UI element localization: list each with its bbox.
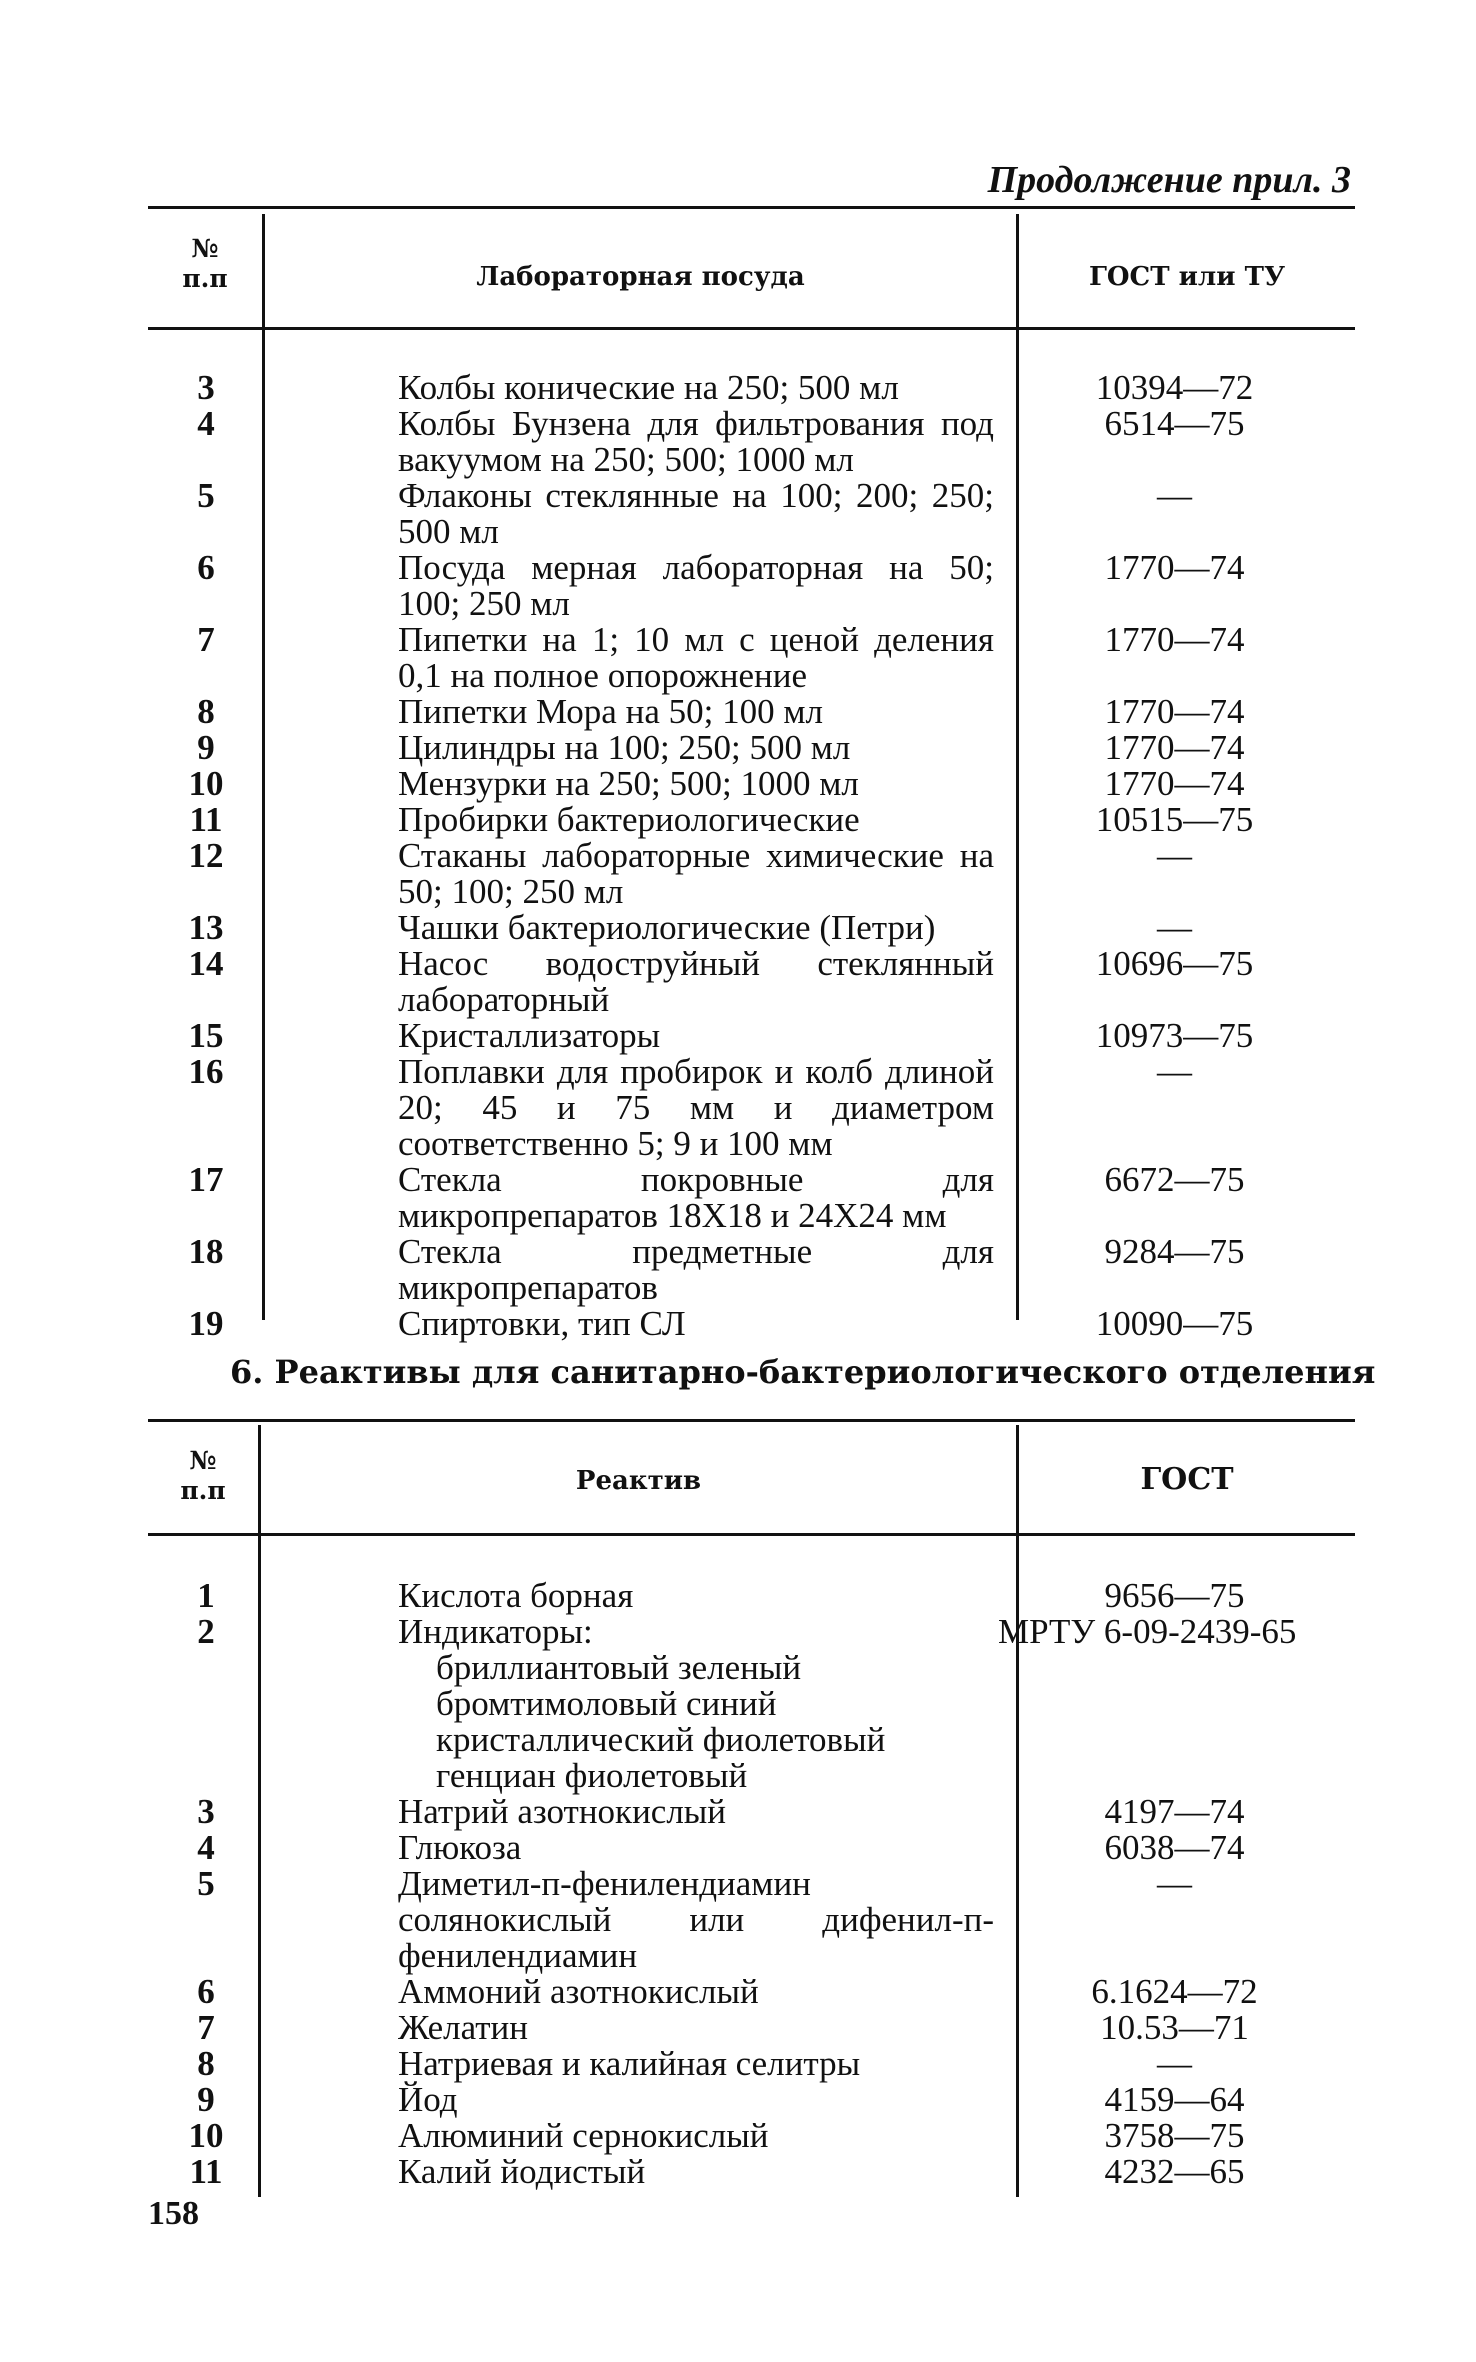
continuation-note: Продолжение прил. 3 <box>987 159 1351 201</box>
row-gost: 10394—72 <box>1095 368 1254 407</box>
table-row <box>148 910 1355 946</box>
row-name-text: Калий йодистый <box>398 2152 646 2191</box>
row-number: 3 <box>197 1792 215 1831</box>
row-number: 2 <box>197 1612 215 1651</box>
row-gost: 6672—75 <box>1104 1160 1245 1199</box>
row-name-text: Флаконы стеклянные на 100; 200; 250; 500 мл <box>398 476 994 551</box>
row-name <box>264 1306 994 1342</box>
row-gost: 10696—75 <box>1095 944 1254 983</box>
row-number: 13 <box>188 908 224 947</box>
row-gost: 1770—74 <box>1104 620 1245 659</box>
row-name <box>264 2154 994 2190</box>
table-row <box>148 1578 1355 1614</box>
table1-header-gost: ГОСТ или ТУ <box>1088 262 1286 292</box>
table-row <box>148 1614 1355 1794</box>
row-name-text: Поплавки для пробирок и колб длиной 20; 45 и 75 мм и диаметром соответственно 5; 9 и 100 мм <box>398 1052 994 1163</box>
row-gost: 3758—75 <box>1104 2116 1245 2155</box>
table-row <box>148 550 1355 622</box>
row-name-text: Спиртовки, тип СЛ <box>398 1304 686 1343</box>
table-row <box>148 478 1355 550</box>
table-row <box>148 1306 1355 1342</box>
table-row <box>148 622 1355 694</box>
row-name <box>264 2046 994 2082</box>
row-name-text: Индикаторы: <box>398 1612 593 1651</box>
row-name-text: Пробирки бактериологические <box>398 800 860 839</box>
row-name-text: Глюкоза <box>398 1828 522 1867</box>
table-row <box>148 1830 1355 1866</box>
row-name <box>264 1974 994 2010</box>
row-gost: 4159—64 <box>1104 2080 1245 2119</box>
row-name-text: Натриевая и калийная селитры <box>398 2044 861 2083</box>
row-name <box>264 1830 994 1866</box>
table-row <box>148 406 1355 478</box>
table1-header-rule <box>148 327 1355 330</box>
row-subitem: бриллиантовый зеленый <box>436 1648 802 1687</box>
row-name-text: Чашки бактериологические (Петри) <box>398 908 936 947</box>
row-name-text: Алюминий сернокислый <box>398 2116 769 2155</box>
row-name-text: Йод <box>398 2080 458 2119</box>
table-row <box>148 1018 1355 1054</box>
row-subitem: бромтимоловый синий <box>436 1684 777 1723</box>
table-row <box>148 1162 1355 1234</box>
row-gost: — <box>1157 908 1192 947</box>
row-name <box>264 2118 994 2154</box>
row-name <box>264 478 994 550</box>
row-name <box>264 1866 994 1974</box>
row-number: 14 <box>188 944 224 983</box>
row-gost: 10515—75 <box>1095 800 1254 839</box>
table-row <box>148 802 1355 838</box>
row-name-text: Стаканы лабораторные химические на 50; 100; 250 мл <box>398 836 994 911</box>
row-subitem: генциан фиолетовый <box>436 1756 748 1795</box>
table-row <box>148 694 1355 730</box>
row-number: 5 <box>197 476 215 515</box>
row-gost: 10973—75 <box>1095 1016 1254 1055</box>
row-name-text: Колбы конические на 250; 500 мл <box>398 368 899 407</box>
row-name <box>264 1614 994 1794</box>
row-number: 9 <box>197 728 215 767</box>
row-gost: 6038—74 <box>1104 1828 1245 1867</box>
row-name-text: Кислота борная <box>398 1576 634 1615</box>
row-number: 9 <box>197 2080 215 2119</box>
row-name-text: Пипетки на 1; 10 мл с ценой деления 0,1 на полное опорожнение <box>398 620 994 695</box>
row-number: 17 <box>188 1160 224 1199</box>
row-gost: — <box>1157 1052 1192 1091</box>
table-row <box>148 370 1355 406</box>
row-gost: — <box>1157 836 1192 875</box>
row-gost: МРТУ 6-09-2439-65 <box>998 1612 1297 1651</box>
row-number: 7 <box>197 620 215 659</box>
row-name-text: Натрий азотнокислый <box>398 1792 727 1831</box>
table2-header-num-label: п.п <box>180 1476 226 1505</box>
row-number: 3 <box>197 368 215 407</box>
row-number: 11 <box>189 2152 223 2191</box>
row-number: 11 <box>189 800 223 839</box>
table2-header-num-symbol: № <box>189 1446 217 1475</box>
row-number: 6 <box>197 1972 215 2011</box>
row-name <box>264 406 994 478</box>
row-name <box>264 550 994 622</box>
table1-header-num-label: п.п <box>182 264 228 293</box>
table1-top-rule <box>148 206 1355 209</box>
row-name-text: Кристаллизаторы <box>398 1016 661 1055</box>
row-gost: 1770—74 <box>1104 728 1245 767</box>
table2-top-rule <box>148 1419 1355 1422</box>
table1-header-num-symbol: № <box>191 234 219 263</box>
row-name-text: Пипетки Мора на 50; 100 мл <box>398 692 823 731</box>
row-gost: — <box>1157 2044 1192 2083</box>
row-number: 4 <box>197 1828 215 1867</box>
row-name <box>264 1162 994 1234</box>
row-gost: 1770—74 <box>1104 692 1245 731</box>
table-row <box>148 2046 1355 2082</box>
row-number: 10 <box>188 764 224 803</box>
row-name <box>264 730 994 766</box>
page-number: 158 <box>148 2195 199 2232</box>
table-row <box>148 2082 1355 2118</box>
row-name-text: Колбы Бунзена для фильтрования под вакуумом на 250; 500; 1000 мл <box>398 404 994 479</box>
table-row <box>148 1794 1355 1830</box>
table-row <box>148 1054 1355 1162</box>
row-number: 5 <box>197 1864 215 1903</box>
row-name-text: Насос водоструйный стеклянный лабораторный <box>398 944 994 1019</box>
row-number: 19 <box>188 1304 224 1343</box>
row-name-text: Стекла предметные для микропрепаратов <box>398 1232 994 1307</box>
table-row <box>148 1866 1355 1974</box>
table-row <box>148 2010 1355 2046</box>
row-name-text: Посуда мерная лабораторная на 50; 100; 250 мл <box>398 548 994 623</box>
row-name <box>264 2010 994 2046</box>
row-gost: 6514—75 <box>1104 404 1245 443</box>
row-name <box>264 1054 994 1162</box>
table2-header-name: Реактив <box>575 1466 702 1496</box>
table-row <box>148 1974 1355 2010</box>
row-name <box>264 838 994 910</box>
row-number: 6 <box>197 548 215 587</box>
table-row <box>148 2118 1355 2154</box>
row-number: 16 <box>188 1052 224 1091</box>
table2-header-num <box>148 1446 258 1506</box>
row-gost: — <box>1157 1864 1192 1903</box>
row-name-text: Диметил-п-фенилендиамин солянокислый или дифенил-п-фенилендиамин <box>398 1864 994 1975</box>
row-number: 10 <box>188 2116 224 2155</box>
row-name-text: Цилиндры на 100; 250; 500 мл <box>398 728 851 767</box>
row-gost: 9284—75 <box>1104 1232 1245 1271</box>
table1-header-name: Лабораторная посуда <box>476 262 805 292</box>
section-6-title: 6. Реактивы для санитарно-бактериологического отделения <box>230 1353 1376 1391</box>
table-row <box>148 2154 1355 2190</box>
row-name <box>264 1234 994 1306</box>
row-name-text: Стекла покровные для микропрепаратов 18Х18 и 24Х24 мм <box>398 1160 994 1235</box>
row-name <box>264 622 994 694</box>
row-number: 15 <box>188 1016 224 1055</box>
row-name <box>264 766 994 802</box>
row-name <box>264 694 994 730</box>
row-gost: 10090—75 <box>1095 1304 1254 1343</box>
table-row <box>148 946 1355 1018</box>
row-subitem: кристаллический фиолетовый <box>436 1720 886 1759</box>
row-number: 1 <box>197 1576 215 1615</box>
row-name <box>264 370 994 406</box>
row-name <box>264 910 994 946</box>
row-gost: 4232—65 <box>1104 2152 1245 2191</box>
row-name-text: Мензурки на 250; 500; 1000 мл <box>398 764 859 803</box>
table2-body <box>148 1578 1355 2190</box>
row-number: 8 <box>197 2044 215 2083</box>
row-number: 7 <box>197 2008 215 2047</box>
row-gost: 4197—74 <box>1104 1792 1245 1831</box>
row-gost: 9656—75 <box>1104 1576 1245 1615</box>
row-gost: 10.53—71 <box>1100 2008 1249 2047</box>
row-name <box>264 1578 994 1614</box>
table2-header-rule <box>148 1533 1355 1536</box>
row-name-text: Желатин <box>398 2008 528 2047</box>
row-number: 12 <box>188 836 224 875</box>
table1-body <box>148 370 1355 1342</box>
row-gost: 6.1624—72 <box>1091 1972 1258 2011</box>
row-gost: 1770—74 <box>1104 548 1245 587</box>
table2-header-gost: ГОСТ <box>1140 1462 1234 1497</box>
table-row <box>148 1234 1355 1306</box>
table-row <box>148 766 1355 802</box>
row-name <box>264 802 994 838</box>
table-row <box>148 838 1355 910</box>
row-number: 18 <box>188 1232 224 1271</box>
row-name-text: Аммоний азотнокислый <box>398 1972 759 2011</box>
row-name <box>264 946 994 1018</box>
row-name <box>264 1018 994 1054</box>
row-name <box>264 2082 994 2118</box>
row-name <box>264 1794 994 1830</box>
row-gost: 1770—74 <box>1104 764 1245 803</box>
row-gost: — <box>1157 476 1192 515</box>
row-number: 8 <box>197 692 215 731</box>
table-row <box>148 730 1355 766</box>
table1-header-num <box>148 234 262 294</box>
row-number: 4 <box>197 404 215 443</box>
